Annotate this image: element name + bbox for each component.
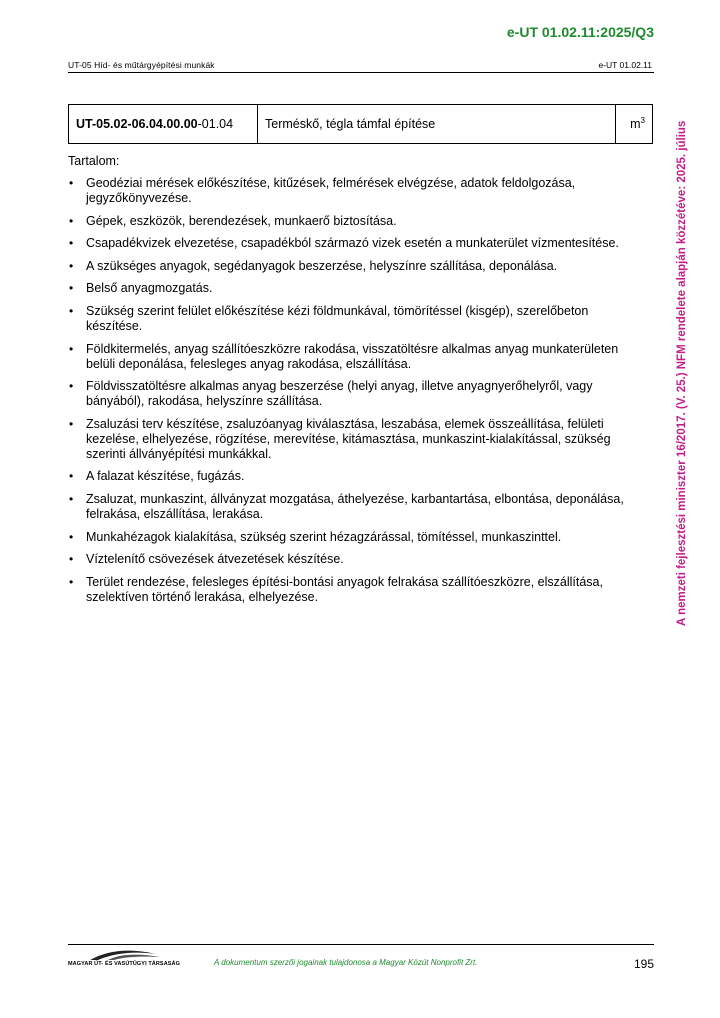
list-item: • A falazat készítése, fugázás. xyxy=(68,469,648,484)
copyright-notice: A dokumentum szerzői jogainak tulajdonosa a Magyar Közút Nonprofit Zrt. xyxy=(214,958,478,967)
item-code-cell xyxy=(69,105,258,144)
list-item: • Szükség szerint felület előkészítése kézi földmunkával, tömörítéssel (kisgép), szerelőbeton készítése. xyxy=(68,304,648,334)
list-item: • Munkahézagok kialakítása, szükség szerint hézagzárással, tömítéssel, munkaszinttel. xyxy=(68,530,648,545)
item-description: Terméskő, tégla támfal építése xyxy=(258,105,616,144)
list-item: • Földkitermelés, anyag szállítóeszközre rakodása, visszatöltésre alkalmas anyag munkaterületen belüli deponálása, felesleges anyag rakodása, elszállítása. xyxy=(68,342,648,372)
list-item: • Csapadékvizek elvezetése, csapadékból származó vizek esetén a munkaterület vízmentesítése. xyxy=(68,236,648,251)
list-item: • Földvisszatöltésre alkalmas anyag beszerzése (helyi anyag, illetve anyagnyerőhelyről, vagy bányából), rakodása, helyszínre szállítása. xyxy=(68,379,648,409)
page-number: 195 xyxy=(633,957,654,971)
item-unit-cell xyxy=(616,105,653,144)
publication-note: A nemzeti fejlesztési miniszter 16/2017. (V. 25.) NFM rendelete alapján közzétéve: 2025. július xyxy=(676,120,688,626)
item-code-bold: UT-05.02-06.04.00.00 xyxy=(76,117,198,131)
list-item: • Víztelenítő csövezések átvezetések készítése. xyxy=(68,552,648,567)
company-logo xyxy=(68,948,178,972)
list-item: • Gépek, eszközök, berendezések, munkaerő biztosítása. xyxy=(68,214,648,229)
content-list xyxy=(68,176,648,612)
list-item: • Terület rendezése, felesleges építési-bontási anyagok felrakása szállítóeszközre, elszállítása, szelektíven történő lerakása, elhelyezése. xyxy=(68,575,648,605)
item-table xyxy=(68,104,653,144)
list-item: • Belső anyagmozgatás. xyxy=(68,281,648,296)
document-code: e-UT 01.02.11:2025/Q3 xyxy=(506,24,654,40)
list-item: • A szükséges anyagok, segédanyagok beszerzése, helyszínre szállítása, deponálása. xyxy=(68,259,648,274)
logo-text: MAGYAR ÚT- ÉS VASÚTÜGYI TÁRSASÁG xyxy=(68,961,180,967)
list-item: • Zsaluzat, munkaszint, állványzat mozgatása, áthelyezése, karbantartása, elbontása, deponálása, felrakása, elszállítása, lerakása. xyxy=(68,492,648,522)
header-section-title: UT-05 Híd- és műtárgyépítési munkák xyxy=(68,60,215,70)
footer-divider xyxy=(68,944,654,945)
item-unit-exponent: 3 xyxy=(640,116,645,126)
item-unit: m xyxy=(630,117,641,132)
header-document-code: e-UT 01.02.11 xyxy=(598,60,652,70)
list-item: • Geodéziai mérések előkészítése, kitűzések, felmérések elvégzése, adatok feldolgozása, jegyzőkönyvezése. xyxy=(68,176,648,206)
item-row xyxy=(69,105,653,144)
list-item: • Zsaluzási terv készítése, zsaluzóanyag kiválasztása, leszabása, elemek összeállítása, felületi kezelése, elhelyezése, rögzítése, merevítése, kitámasztása, munkaszint-kialakítással, szükség szerinti állványépítési munkákkal. xyxy=(68,417,648,462)
logo-swoosh-icon xyxy=(68,948,178,962)
header-divider xyxy=(68,72,654,73)
content-title: Tartalom: xyxy=(68,154,120,168)
item-code-suffix: -01.04 xyxy=(197,117,234,131)
